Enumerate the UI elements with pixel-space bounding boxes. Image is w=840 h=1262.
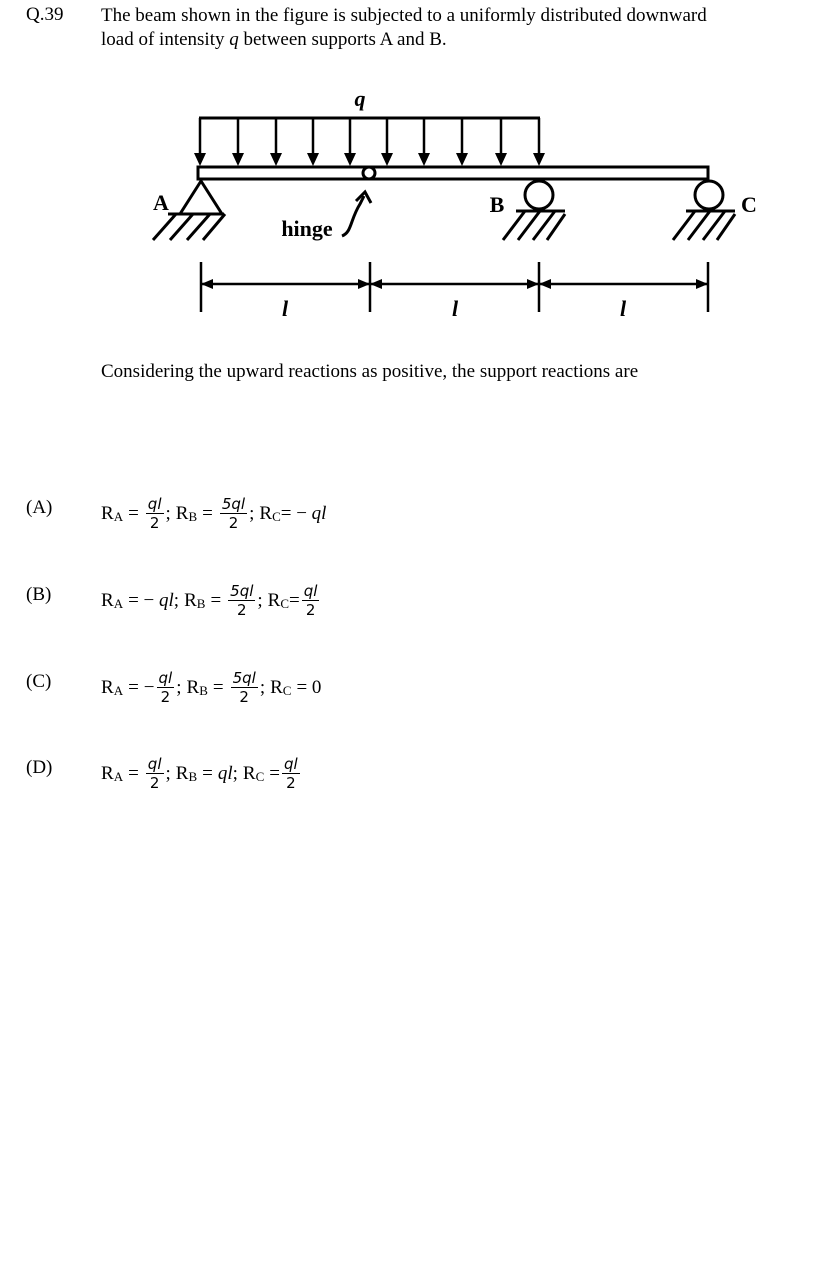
span-3-label: l: [619, 296, 627, 321]
rb-symbol: R: [175, 763, 189, 784]
ra-denominator: 2: [149, 514, 160, 532]
rc-subscript: C: [280, 596, 290, 611]
ra-subscript: A: [113, 683, 124, 698]
rc-fraction: [302, 583, 320, 619]
rc-value: = 0: [296, 677, 322, 698]
rb-subscript: B: [199, 683, 208, 698]
option-d-formula: [101, 756, 302, 792]
udl-arrows: [194, 118, 545, 166]
rc-symbol: R: [259, 503, 273, 524]
rc-subscript: C: [282, 683, 292, 698]
ra-value: ql: [159, 590, 174, 611]
ra-equals: = −: [128, 590, 160, 611]
rb-fraction: [220, 496, 247, 532]
separator: ;: [173, 590, 180, 611]
rc-subscript: C: [255, 769, 265, 784]
equals-sign: =: [202, 503, 213, 524]
rc-subscript: C: [272, 509, 281, 524]
equals-sign: =: [128, 677, 139, 698]
ra-symbol: R: [101, 590, 114, 611]
load-label: q: [354, 86, 366, 111]
rb-denominator: 2: [237, 601, 247, 619]
rc-equals: = −: [280, 503, 312, 524]
ra-subscript: A: [113, 596, 124, 611]
equals-sign: =: [212, 677, 224, 698]
option-a-formula: [101, 496, 326, 532]
rc-value: ql: [311, 503, 327, 524]
option-b-label[interactable]: (B): [26, 584, 52, 605]
stem-line-1: The beam shown in the figure is subjected to a uniformly distributed downward: [101, 5, 707, 26]
equals-sign: =: [269, 763, 280, 784]
ra-fraction: [157, 670, 175, 706]
rb-fraction: [231, 670, 258, 706]
hinge: [363, 167, 375, 179]
equals-sign: =: [128, 503, 139, 524]
rb-denominator: 2: [228, 514, 239, 532]
separator: ;: [259, 677, 266, 698]
rb-numerator: 5ql: [232, 669, 256, 687]
option-d-label[interactable]: (D): [26, 757, 53, 778]
beam-figure: [140, 80, 780, 330]
separator: ;: [249, 503, 255, 524]
rc-denominator: 2: [305, 601, 316, 619]
separator: ;: [165, 763, 171, 784]
rb-subscript: B: [188, 769, 198, 784]
rc-fraction: [282, 756, 300, 792]
ra-symbol: R: [101, 763, 114, 784]
rb-fraction: [228, 583, 255, 619]
support-b-roller: [503, 181, 565, 240]
option-c-label[interactable]: (C): [26, 671, 52, 692]
stem-load-variable: q: [229, 29, 239, 50]
option-b-formula: [101, 583, 321, 619]
option-c-formula: [101, 670, 321, 706]
rb-denominator: 2: [239, 688, 249, 706]
ra-numerator: ql: [147, 495, 162, 513]
equals-sign: =: [128, 763, 139, 784]
rb-subscript: B: [188, 509, 198, 524]
rc-symbol: R: [270, 677, 283, 698]
rc-denominator: 2: [286, 774, 296, 792]
ra-subscript: A: [113, 769, 124, 784]
ra-numerator: ql: [147, 755, 162, 773]
support-c-roller: [673, 181, 735, 240]
rc-numerator: ql: [284, 755, 298, 773]
support-c-label: C: [741, 192, 757, 217]
ra-fraction: [146, 756, 164, 792]
stem-line-2-pre: load of intensity: [101, 29, 230, 50]
support-a-label: A: [153, 190, 169, 215]
hinge-label: hinge: [281, 216, 333, 241]
rb-subscript: B: [196, 596, 206, 611]
ra-numerator: ql: [158, 669, 173, 687]
separator: ;: [176, 677, 182, 698]
support-b-label: B: [489, 192, 505, 217]
equals-sign: =: [202, 763, 213, 784]
option-a-label[interactable]: (A): [26, 497, 53, 518]
rc-symbol: R: [267, 590, 281, 611]
rb-symbol: R: [186, 677, 200, 698]
stem-line-2-post: between supports A and B.: [238, 29, 447, 50]
hinge-pointer-arrow: [342, 196, 364, 236]
rc-numerator: ql: [303, 582, 318, 600]
separator: ;: [232, 763, 238, 784]
question-stem: [101, 4, 819, 52]
separator: ;: [165, 503, 171, 524]
rb-numerator: 5ql: [230, 582, 254, 600]
rb-symbol: R: [175, 503, 189, 524]
ra-subscript: A: [113, 509, 124, 524]
rb-value: ql: [217, 763, 233, 784]
span-1-label: l: [281, 296, 289, 321]
question-prompt: Considering the upward reactions as positive, the support reactions are: [101, 361, 639, 382]
ra-fraction: [146, 496, 164, 532]
rc-symbol: R: [242, 763, 256, 784]
equals-sign: =: [289, 590, 300, 611]
question-number: Q.39: [26, 4, 64, 25]
equals-sign: =: [210, 590, 222, 611]
rb-numerator: 5ql: [221, 495, 246, 513]
ra-minus-sign: −: [143, 677, 155, 698]
ra-denominator: 2: [160, 688, 171, 706]
ra-symbol: R: [101, 677, 114, 698]
span-2-label: l: [451, 296, 459, 321]
rb-symbol: R: [184, 590, 197, 611]
ra-symbol: R: [101, 503, 114, 524]
ra-denominator: 2: [149, 774, 160, 792]
beam: [198, 167, 708, 179]
separator: ;: [257, 590, 263, 611]
